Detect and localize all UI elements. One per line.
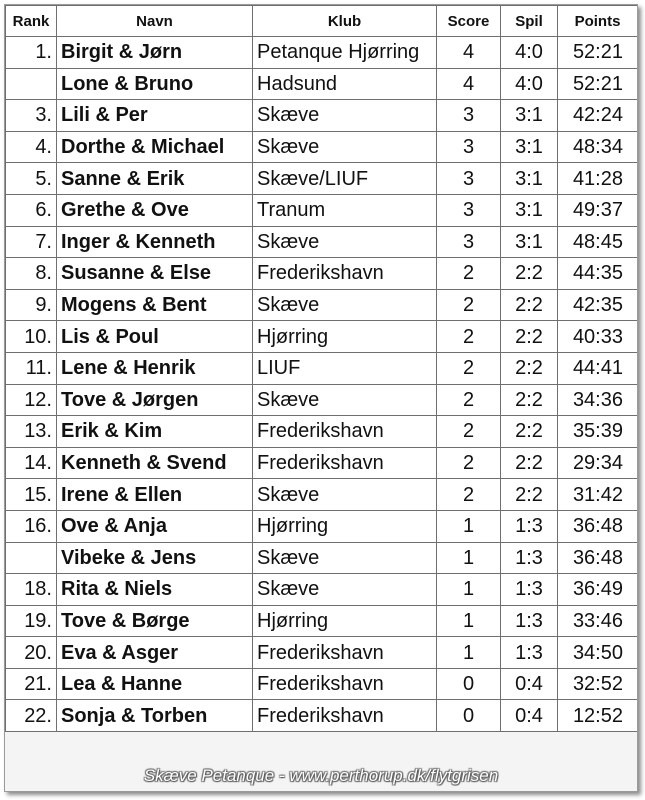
- table-row: [6, 163, 638, 195]
- club-cell: Skæve: [253, 289, 437, 321]
- club-cell: Skæve/LIUF: [253, 163, 437, 195]
- name-cell: Lili & Per: [57, 100, 253, 132]
- table-row: [6, 574, 638, 606]
- rank-cell: 1.: [6, 37, 57, 69]
- points-cell: 44:41: [558, 352, 638, 384]
- score-cell: 3: [437, 194, 501, 226]
- rank-cell: 3.: [6, 100, 57, 132]
- name-cell: Rita & Niels: [57, 574, 253, 606]
- name-cell: Vibeke & Jens: [57, 542, 253, 574]
- column-header-rank: Rank: [6, 6, 57, 37]
- rank-cell: 14.: [6, 447, 57, 479]
- score-cell: 1: [437, 637, 501, 669]
- name-cell: Lene & Henrik: [57, 352, 253, 384]
- score-cell: 2: [437, 321, 501, 353]
- rank-cell: 11.: [6, 352, 57, 384]
- score-cell: 2: [437, 416, 501, 448]
- points-cell: 42:24: [558, 100, 638, 132]
- table-row: [6, 226, 638, 258]
- games-cell: 2:2: [501, 258, 558, 290]
- club-cell: LIUF: [253, 352, 437, 384]
- rank-cell: 21.: [6, 668, 57, 700]
- points-cell: 36:49: [558, 574, 638, 606]
- name-cell: Susanne & Else: [57, 258, 253, 290]
- club-cell: Skæve: [253, 131, 437, 163]
- club-cell: Frederikshavn: [253, 416, 437, 448]
- table-row: [6, 700, 638, 732]
- table-row: [6, 447, 638, 479]
- games-cell: 3:1: [501, 163, 558, 195]
- points-cell: 29:34: [558, 447, 638, 479]
- rank-cell: 22.: [6, 700, 57, 732]
- points-cell: 42:35: [558, 289, 638, 321]
- name-cell: Mogens & Bent: [57, 289, 253, 321]
- games-cell: 2:2: [501, 447, 558, 479]
- score-cell: 1: [437, 510, 501, 542]
- table-row: [6, 100, 638, 132]
- score-cell: 4: [437, 37, 501, 69]
- name-cell: Lea & Hanne: [57, 668, 253, 700]
- score-cell: 2: [437, 447, 501, 479]
- points-cell: 34:36: [558, 384, 638, 416]
- club-cell: Frederikshavn: [253, 668, 437, 700]
- name-cell: Tove & Børge: [57, 605, 253, 637]
- points-cell: 52:21: [558, 68, 638, 100]
- table-row: [6, 289, 638, 321]
- points-cell: 40:33: [558, 321, 638, 353]
- name-cell: Irene & Ellen: [57, 479, 253, 511]
- table-row: [6, 384, 638, 416]
- name-cell: Birgit & Jørn: [57, 37, 253, 69]
- points-cell: 48:34: [558, 131, 638, 163]
- table-row: [6, 637, 638, 669]
- games-cell: 2:2: [501, 384, 558, 416]
- games-cell: 1:3: [501, 637, 558, 669]
- games-cell: 0:4: [501, 700, 558, 732]
- table-row: [6, 194, 638, 226]
- score-cell: 0: [437, 700, 501, 732]
- games-cell: 3:1: [501, 226, 558, 258]
- rank-cell: 18.: [6, 574, 57, 606]
- table-row: [6, 321, 638, 353]
- name-cell: Inger & Kenneth: [57, 226, 253, 258]
- column-header-spil: Spil: [501, 6, 558, 37]
- club-cell: Skæve: [253, 479, 437, 511]
- score-cell: 1: [437, 542, 501, 574]
- games-cell: 1:3: [501, 605, 558, 637]
- rank-cell: 6.: [6, 194, 57, 226]
- points-cell: 36:48: [558, 510, 638, 542]
- rank-cell: 8.: [6, 258, 57, 290]
- score-cell: 0: [437, 668, 501, 700]
- table-row: [6, 510, 638, 542]
- score-cell: 2: [437, 384, 501, 416]
- games-cell: 2:2: [501, 416, 558, 448]
- rank-cell: 9.: [6, 289, 57, 321]
- club-cell: Skæve: [253, 574, 437, 606]
- rank-cell: 10.: [6, 321, 57, 353]
- points-cell: 49:37: [558, 194, 638, 226]
- score-cell: 3: [437, 226, 501, 258]
- points-cell: 44:35: [558, 258, 638, 290]
- score-cell: 2: [437, 258, 501, 290]
- club-cell: Frederikshavn: [253, 637, 437, 669]
- club-cell: Hjørring: [253, 605, 437, 637]
- club-cell: Hjørring: [253, 510, 437, 542]
- column-header-points: Points: [558, 6, 638, 37]
- club-cell: Petanque Hjørring: [253, 37, 437, 69]
- games-cell: 2:2: [501, 289, 558, 321]
- column-header-score: Score: [437, 6, 501, 37]
- rank-cell: 12.: [6, 384, 57, 416]
- score-cell: 3: [437, 163, 501, 195]
- column-header-navn: Navn: [57, 6, 253, 37]
- points-cell: 33:46: [558, 605, 638, 637]
- score-cell: 2: [437, 289, 501, 321]
- rank-cell: 16.: [6, 510, 57, 542]
- points-cell: 48:45: [558, 226, 638, 258]
- club-cell: Frederikshavn: [253, 700, 437, 732]
- club-cell: Skæve: [253, 542, 437, 574]
- name-cell: Sanne & Erik: [57, 163, 253, 195]
- table-row: [6, 352, 638, 384]
- table-row: [6, 605, 638, 637]
- games-cell: 3:1: [501, 100, 558, 132]
- name-cell: Lone & Bruno: [57, 68, 253, 100]
- club-cell: Hadsund: [253, 68, 437, 100]
- name-cell: Grethe & Ove: [57, 194, 253, 226]
- rank-cell: 15.: [6, 479, 57, 511]
- score-cell: 3: [437, 100, 501, 132]
- rank-cell: 4.: [6, 131, 57, 163]
- club-cell: Tranum: [253, 194, 437, 226]
- club-cell: Frederikshavn: [253, 258, 437, 290]
- score-cell: 1: [437, 605, 501, 637]
- name-cell: Erik & Kim: [57, 416, 253, 448]
- score-cell: 3: [437, 131, 501, 163]
- table-row: [6, 479, 638, 511]
- games-cell: 2:2: [501, 352, 558, 384]
- results-table: [5, 5, 638, 732]
- score-cell: 2: [437, 352, 501, 384]
- points-cell: 52:21: [558, 37, 638, 69]
- results-panel: [4, 4, 638, 792]
- points-cell: 34:50: [558, 637, 638, 669]
- points-cell: 35:39: [558, 416, 638, 448]
- name-cell: Sonja & Torben: [57, 700, 253, 732]
- rank-cell: 7.: [6, 226, 57, 258]
- club-cell: Skæve: [253, 226, 437, 258]
- club-cell: Skæve: [253, 100, 437, 132]
- column-header-klub: Klub: [253, 6, 437, 37]
- name-cell: Tove & Jørgen: [57, 384, 253, 416]
- name-cell: Ove & Anja: [57, 510, 253, 542]
- name-cell: Dorthe & Michael: [57, 131, 253, 163]
- games-cell: 1:3: [501, 542, 558, 574]
- games-cell: 3:1: [501, 131, 558, 163]
- results-body: [6, 37, 638, 732]
- points-cell: 12:52: [558, 700, 638, 732]
- score-cell: 4: [437, 68, 501, 100]
- rank-cell: 20.: [6, 637, 57, 669]
- name-cell: Kenneth & Svend: [57, 447, 253, 479]
- header-row: [6, 6, 638, 37]
- games-cell: 4:0: [501, 37, 558, 69]
- table-row: [6, 131, 638, 163]
- games-cell: 1:3: [501, 574, 558, 606]
- rank-cell: 5.: [6, 163, 57, 195]
- games-cell: 3:1: [501, 194, 558, 226]
- games-cell: 0:4: [501, 668, 558, 700]
- club-cell: Skæve: [253, 384, 437, 416]
- points-cell: 32:52: [558, 668, 638, 700]
- rank-cell: [6, 542, 57, 574]
- name-cell: Eva & Asger: [57, 637, 253, 669]
- table-row: [6, 68, 638, 100]
- club-cell: Frederikshavn: [253, 447, 437, 479]
- points-cell: 31:42: [558, 479, 638, 511]
- rank-cell: 19.: [6, 605, 57, 637]
- games-cell: 2:2: [501, 479, 558, 511]
- rank-cell: [6, 68, 57, 100]
- table-row: [6, 37, 638, 69]
- games-cell: 1:3: [501, 510, 558, 542]
- club-cell: Hjørring: [253, 321, 437, 353]
- points-cell: 36:48: [558, 542, 638, 574]
- table-row: [6, 668, 638, 700]
- rank-cell: 13.: [6, 416, 57, 448]
- points-cell: 41:28: [558, 163, 638, 195]
- games-cell: 4:0: [501, 68, 558, 100]
- table-row: [6, 416, 638, 448]
- games-cell: 2:2: [501, 321, 558, 353]
- table-row: [6, 542, 638, 574]
- name-cell: Lis & Poul: [57, 321, 253, 353]
- footer-credit: Skæve Petanque - www.perthorup.dk/flytgrisen: [143, 766, 499, 785]
- score-cell: 1: [437, 574, 501, 606]
- score-cell: 2: [437, 479, 501, 511]
- table-row: [6, 258, 638, 290]
